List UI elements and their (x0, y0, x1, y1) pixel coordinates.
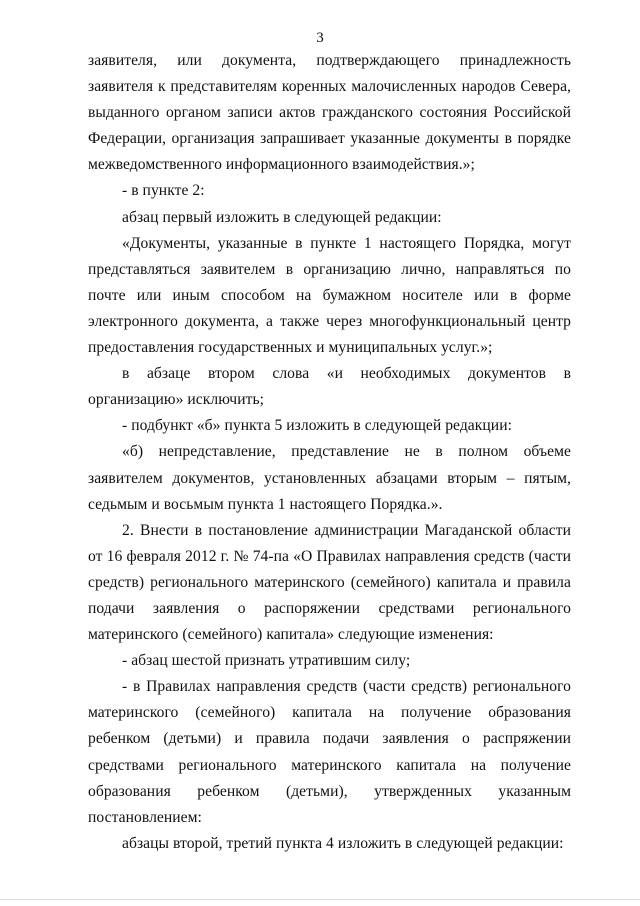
paragraph-7: «б) непредставление, представление не в полном объеме заявителем документов, установленных абзацами вторым – пятым, седьмым и восьмым пункта 1 настоящего Порядка.». (88, 443, 571, 513)
paragraph-4: «Документы, указанные в пункте 1 настоящего Порядка, могут представляться заявителем в организацию лично, направляться по почте или иным способом на бумажном носителе или в форме электронного документа, а также через многофункциональный центр предоставления государственных и муниципальных услуг.»; (88, 234, 571, 357)
paragraph-6: - подбункт «б» пункта 5 изложить в следующей редакции: (122, 417, 512, 435)
paragraph-2: - в пункте 2: (122, 182, 205, 200)
paragraph-11: абзацы второй, третий пункта 4 изложить в следующей редакции: (122, 834, 564, 852)
document-body (88, 48, 571, 857)
paragraph-1: заявителя, или документа, подтверждающего принадлежность заявителя к представителям коренных малочисленных народов Севера, выданного органом записи актов гражданского состояния Российской Федерации, организация запрашивает указанные документы в порядке межведомственного информационного взаимодействия.»; (88, 52, 571, 174)
paragraph-10: - в Правилах направления средств (части средств) регионального материнского (семейного) капитала на получение образования ребенком (детьми) и правила подачи заявления о распряжении средствами регионального материнского капитала на получение образования ребенком (детьми), утвержденных указанным постановлением: (88, 678, 571, 826)
page-number: 3 (316, 30, 324, 46)
paragraph-8: 2. Внести в постановление администрации Магаданской области от 16 февраля 2012 г. № 74-па «О Правилах направления средств (части средств) регионального материнского (семейного) капитала и правила подачи заявления о распоряжении средствами регионального материнского (семейного) капитала» следующие изменения: (88, 521, 571, 644)
paragraph-3: абзац первый изложить в следующей редакции: (122, 208, 442, 226)
paragraph-5: в абзаце втором слова «и необходимых документов в организацию» исключить; (88, 365, 571, 409)
paragraph-9: - абзац шестой признать утратившим силу; (122, 652, 411, 670)
